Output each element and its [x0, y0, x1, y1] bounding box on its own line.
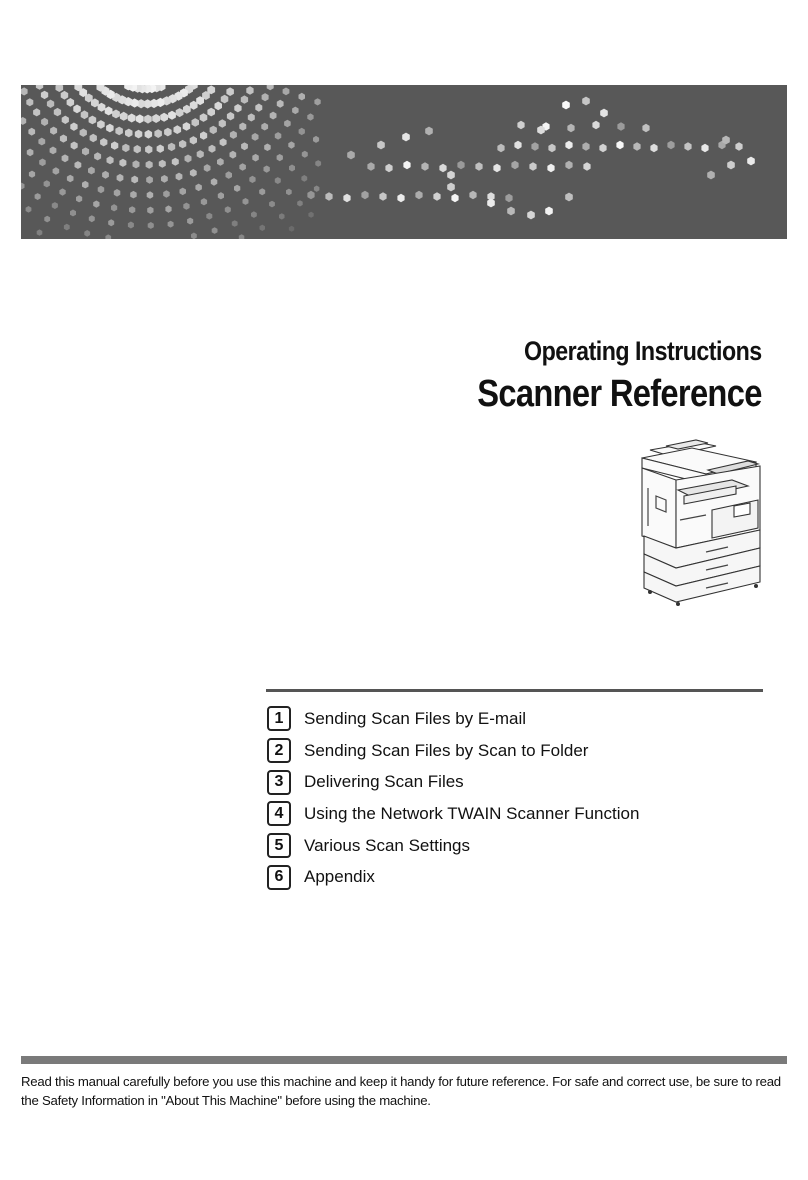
chapter-list	[267, 703, 639, 893]
chapter-title: Sending Scan Files by Scan to Folder	[304, 740, 589, 760]
chapter-item-2	[267, 735, 639, 767]
copier-machine-illustration	[636, 436, 764, 608]
chapter-title: Delivering Scan Files	[304, 772, 464, 792]
footer-divider	[21, 1056, 787, 1064]
chapter-number-badge: 2	[267, 738, 291, 763]
chapter-title: Appendix	[304, 867, 375, 887]
chapter-item-5	[267, 830, 639, 862]
document-subtitle: Operating Instructions	[524, 336, 762, 366]
chapter-item-4	[267, 798, 639, 830]
chapter-number-badge: 4	[267, 801, 291, 826]
toc-divider	[266, 689, 763, 692]
document-title: Scanner Reference	[477, 373, 762, 415]
title-block	[431, 336, 762, 416]
chapter-number-badge: 1	[267, 706, 291, 731]
chapter-item-6	[267, 861, 639, 893]
dot-pattern-graphic	[21, 85, 787, 239]
chapter-number-badge: 6	[267, 865, 291, 890]
chapter-item-3	[267, 766, 639, 798]
chapter-title: Sending Scan Files by E-mail	[304, 708, 527, 728]
safety-notice: Read this manual carefully before you use this machine and keep it handy for future reference. For safe and correct use, be sure to read the Safety Information in "About This Machine" before using the machine.	[21, 1074, 781, 1108]
cover-banner	[21, 85, 787, 239]
chapter-number-badge: 3	[267, 770, 291, 795]
chapter-number-badge: 5	[267, 833, 291, 858]
chapter-title: Using the Network TWAIN Scanner Function	[304, 803, 640, 823]
chapter-title: Various Scan Settings	[304, 835, 470, 855]
chapter-item-1	[267, 703, 639, 735]
